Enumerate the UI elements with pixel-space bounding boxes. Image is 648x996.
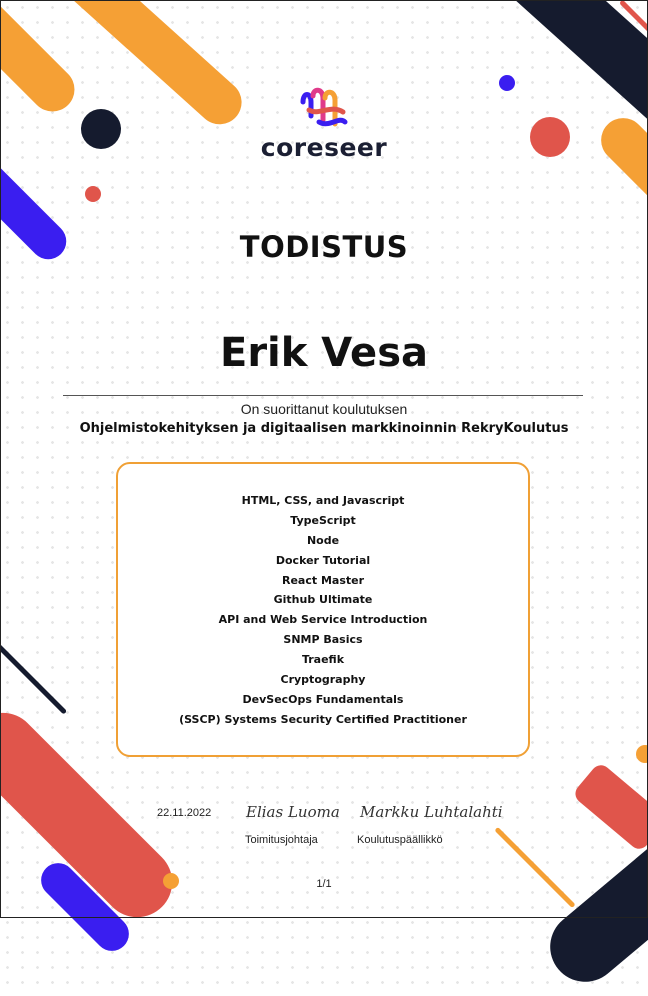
recipient-name: Erik Vesa [220,330,428,376]
course-item: Traefik [301,653,345,667]
signature-training-manager: Markku Luhtalahti [360,803,503,821]
course-item: Github Ultimate [273,593,373,607]
course-item: Node [306,533,340,547]
certificate-title: TODISTUS [239,230,409,264]
course-item: Docker Tutorial [275,553,371,567]
program-name: Ohjelmistokehityksen ja digitaalisen markkinoinnin RekryKoulutus [79,421,569,436]
course-item: Cryptography [280,673,366,687]
coreseer-logo-icon [299,86,349,132]
role-training-manager: Koulutuspäällikkö [357,834,443,846]
course-item: HTML, CSS, and Javascript [241,494,405,507]
signature-ceo: Elias Luoma [246,803,340,821]
issue-date: 22.11.2022 [157,807,212,819]
course-item: TypeScript [290,513,356,527]
course-list [118,491,528,730]
course-item: React Master [281,573,365,587]
red-dot-left [85,186,101,202]
logo [0,86,648,166]
orange-line-bottom-right [494,827,575,908]
orange-dot-bottom-right [636,745,648,763]
course-item: DevSecOps Fundamentals [242,692,404,706]
course-item: SNMP Basics [283,633,363,647]
name-divider [63,395,583,396]
course-list-box [116,462,530,757]
completed-text: On suorittanut koulutuksen [240,401,408,417]
course-item: API and Web Service Introduction [218,613,428,627]
course-item: (SSCP) Systems Security Certified Practitioner [179,712,467,726]
red-stripe-bottom-right [571,761,648,853]
role-ceo: Toimitusjohtaja [245,834,318,846]
page-number: 1/1 [316,878,332,890]
logo-text: coreseer [260,133,388,162]
navy-line-left [0,640,67,714]
